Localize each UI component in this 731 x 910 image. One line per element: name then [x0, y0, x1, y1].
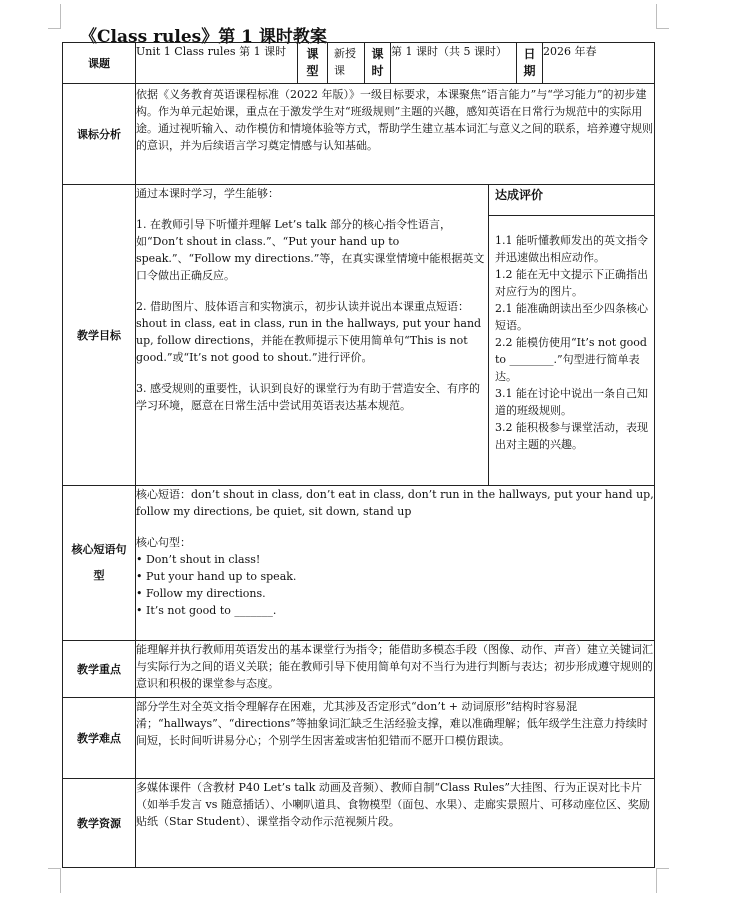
assessment-list: [489, 216, 654, 453]
assessment-item: 1.1 能听懂教师发出的英文指令并迅速做出相应动作。: [495, 234, 648, 264]
core-phrases-title: 核心短语：: [136, 488, 191, 501]
assessment-item: 2.2 能模仿使用“It’s not good to ________.”句型进行简单表达。: [495, 336, 647, 383]
assessment-item: 1.2 能在无中文提示下正确指出对应行为的图片。: [495, 268, 648, 298]
topic-label: 课题: [63, 43, 136, 84]
objective-item: 1. 在教师引导下听懂并理解 Let’s talk 部分的核心指令性语言，如“Don’t shout in class.”、“Put your hand up to speak.”、“Follow my directions.”等，在真实课堂情境中能根据英文口令做出正确反应。: [136, 218, 485, 282]
type-value: 新授课: [328, 43, 365, 84]
core-label: 核心短语句型: [63, 486, 136, 641]
core-row: [63, 486, 655, 641]
objective-item: 3. 感受规则的重要性，认识到良好的课堂行为有助于营造安全、有序的学习环境，愿意在日常生活中尝试用英语表达基本规范。: [136, 382, 480, 412]
curriculum-label: 课标分析: [63, 84, 136, 185]
core-content: [136, 486, 655, 641]
core-sentence: • Follow my directions.: [136, 587, 266, 600]
lesson-plan-table: [62, 42, 655, 868]
objectives-intro: 通过本课时学习，学生能够：: [136, 187, 279, 200]
corner-mark-bottom-left: [48, 868, 61, 893]
key-points-text: 能理解并执行教师用英语发出的基本课堂行为指令；能借助多模态手段（图像、动作、声音）建立关键词汇与实际行为之间的语义关联；能在教师引导下使用简单句对不当行为进行判断与表达；初步形成遵守规则的意识和积极的课堂参与态度。: [136, 641, 655, 698]
corner-mark-top-left: [48, 4, 61, 29]
objectives-row: [63, 185, 655, 486]
period-value: 第 1 课时（共 5 课时）: [391, 43, 517, 84]
core-phrases: [136, 486, 654, 520]
key-points-row: [63, 641, 655, 698]
key-points-label: 教学重点: [63, 641, 136, 698]
period-label: 课时: [365, 43, 391, 84]
difficulties-text: 部分学生对全英文指令理解存在困难，尤其涉及否定形式“don’t + 动词原形”结构时容易混淆；“hallways”、“directions”等抽象词汇缺乏生活经验支撑，难以准确理解；低年级学生注意力持续时间短，长时间听讲易分心；个别学生因害羞或害怕犯错而不愿开口模仿跟读。: [136, 698, 655, 779]
difficulties-row: [63, 698, 655, 779]
date-label: 日期: [517, 43, 543, 84]
core-phrases-text: don’t shout in class, don’t eat in class, don’t run in the hallways, put your hand up, follow my directions, be quiet, sit down, stand up: [136, 488, 654, 518]
type-label: 课型: [298, 43, 328, 84]
assessment-cell: [489, 185, 655, 486]
corner-mark-bottom-right: [656, 868, 669, 893]
core-sentence: • Put your hand up to speak.: [136, 570, 297, 583]
page-title: 《Class rules》第 1 课时教案: [80, 27, 327, 47]
core-sentence: • It’s not good to _______.: [136, 604, 277, 617]
date-value: 2026 年春: [543, 43, 655, 84]
objectives-label: 教学目标: [63, 185, 136, 486]
assessment-item: 3.2 能积极参与课堂活动，表现出对主题的兴趣。: [495, 421, 648, 451]
corner-mark-top-right: [656, 4, 669, 29]
resources-row: [63, 779, 655, 868]
core-sentences-title: 核心句型：: [136, 536, 191, 549]
assessment-item: 3.1 能在讨论中说出一条自己知道的班级规则。: [495, 387, 648, 417]
resources-text: 多媒体课件（含教材 P40 Let’s talk 动画及音频）、教师自制“Class Rules”大挂图、行为正误对比卡片（如举手发言 vs 随意插话）、小喇叭道具、食物模型（面包、水果）、走廊实景照片、可移动座位区、奖励贴纸（Star Student）、课堂指令动作示范视频片段。: [136, 779, 655, 868]
difficulties-label: 教学难点: [63, 698, 136, 779]
curriculum-row: [63, 84, 655, 185]
header-row: [63, 43, 655, 84]
assessment-label: 达成评价: [489, 185, 654, 216]
topic-value: Unit 1 Class rules 第 1 课时: [136, 43, 298, 84]
core-sentence: • Don’t shout in class!: [136, 553, 261, 566]
resources-label: 教学资源: [63, 779, 136, 868]
curriculum-text: 依据《义务教育英语课程标准（2022 年版）》一级目标要求，本课聚焦“语言能力”与“学习能力”的初步建构。作为单元起始课，重点在于激发学生对“班级规则”主题的兴趣，感知英语在日常行为规范中的实际用途。通过视听输入、动作模仿和情境体验等方式，帮助学生建立基本词汇与意义之间的联系，培养遵守规则的意识，并为后续语言学习奠定情感与认知基础。: [136, 84, 655, 185]
objectives-list: [136, 185, 489, 486]
assessment-item: 2.1 能准确朗读出至少四条核心短语。: [495, 302, 648, 332]
objective-item: 2. 借助图片、肢体语言和实物演示，初步认读并说出本课重点短语：shout in class, eat in class, run in the hallways, put your hand up, follow directions，并能在教师提示下使用简单句“This is not good.”或“It’s not good to shout.”进行评价。: [136, 300, 482, 364]
